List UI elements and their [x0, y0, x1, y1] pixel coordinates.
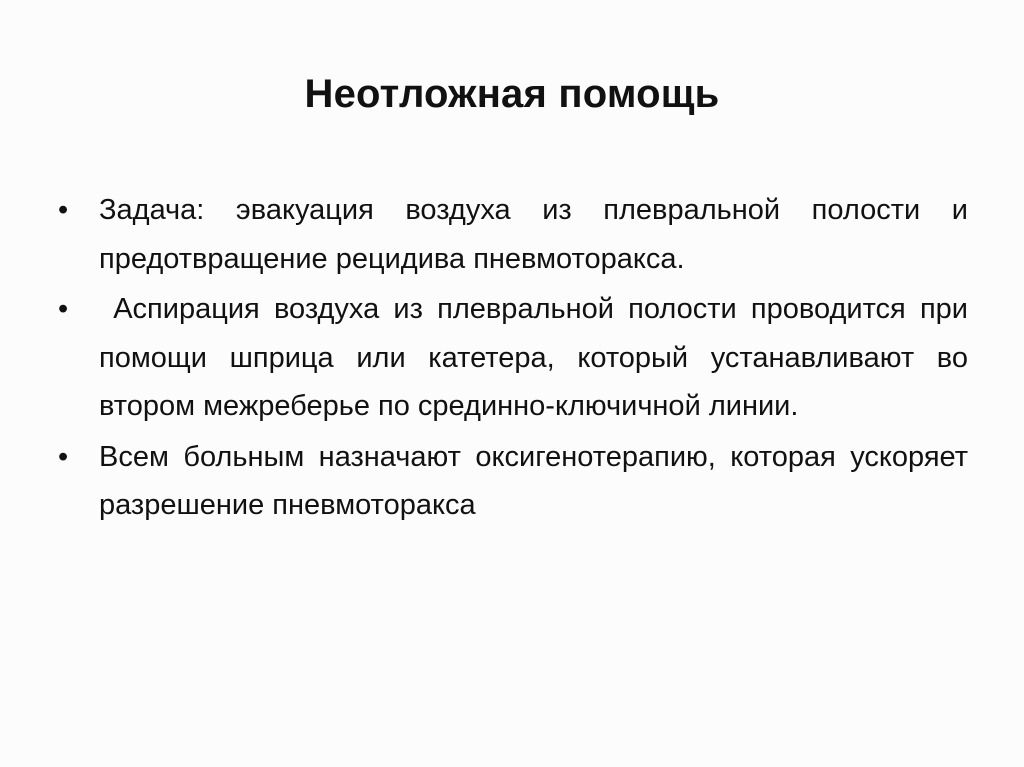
bullet-item — [58, 186, 968, 283]
bullet-text: Всем больным назначают оксигенотерапию, которая ускоряет разрешение пневмоторакса — [99, 440, 968, 521]
bullet-marker: • — [58, 194, 69, 226]
bullet-item — [58, 433, 968, 530]
bullet-list — [58, 186, 977, 532]
bullet-text: Аспирация воздуха из плевральной полости проводится при помощи шприца или катетера, который устанавливают во втором межреберье по срединно-ключичной линии. — [99, 293, 977, 422]
bullet-marker: • — [58, 440, 69, 473]
bullet-text: Задача: эвакуация воздуха из плевральной полости и предотвращение рецидива пневмоторакса. — [99, 194, 968, 275]
slide-title: Неотложная помощь — [304, 72, 720, 116]
bullet-item — [58, 285, 977, 431]
bullet-marker: • — [58, 293, 69, 325]
